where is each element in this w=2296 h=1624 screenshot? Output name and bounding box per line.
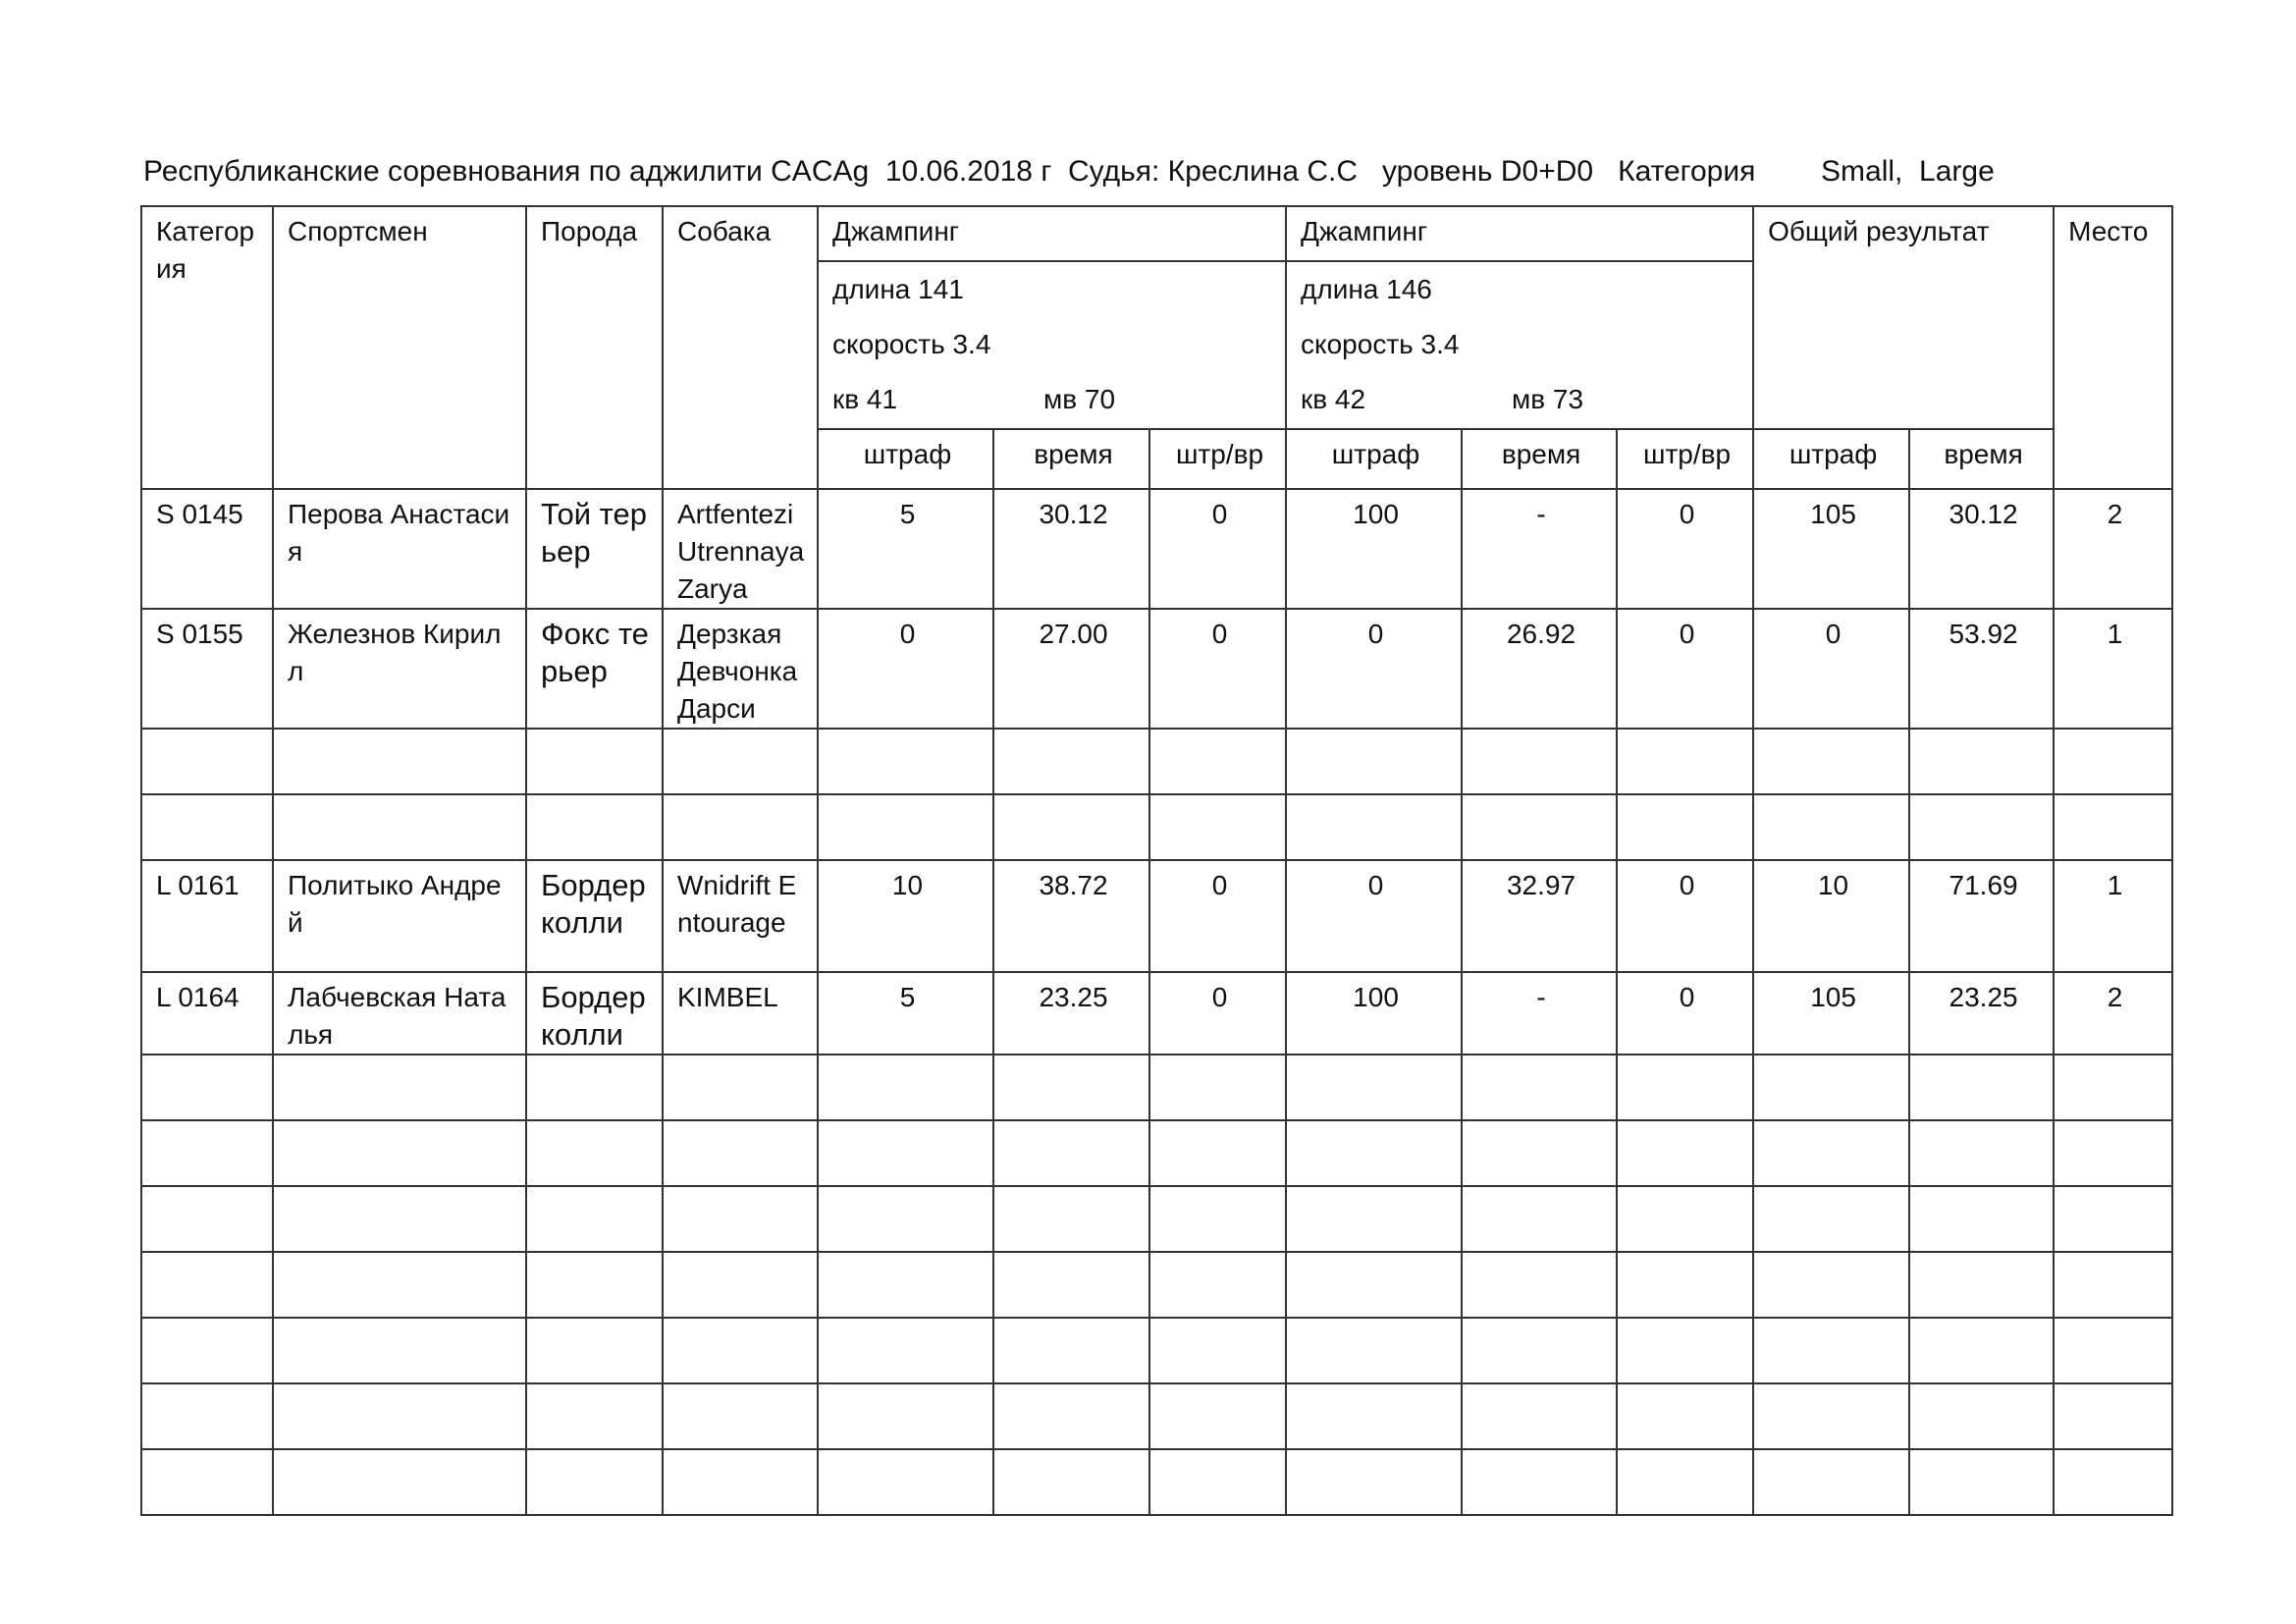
cell-breed: Фокс терьер: [526, 609, 663, 729]
table-row: [141, 489, 2172, 609]
run-1-length: длина 141: [832, 274, 964, 304]
run-2-time-header: время: [1462, 429, 1617, 489]
cell-dog: Artfentezi Utrennaya Zarya: [663, 489, 818, 609]
header-breed: Порода: [526, 206, 663, 489]
cell-total-time: 23.25: [1909, 972, 2054, 1055]
cell-breed: Той терьер: [526, 489, 663, 609]
cell-run-2-time: 26.92: [1462, 609, 1617, 729]
table-row: [141, 972, 2172, 1055]
page-title: Республиканские соревнования по аджилити CACAg 10.06.2018 г Судья: Креслина С.С уровень D0+D0 Категория Small, Large: [143, 155, 1995, 188]
cell-place: 1: [2054, 860, 2172, 972]
cell-total-time: 71.69: [1909, 860, 2054, 972]
empty-row: [141, 729, 2172, 794]
cell-run-2-penalty: 0: [1286, 860, 1462, 972]
run-1-speed: скорость 3.4: [832, 329, 991, 359]
header-total: Общий результат: [1753, 206, 2054, 429]
empty-row: [141, 1318, 2172, 1383]
header-dog: Собака: [663, 206, 818, 489]
cell-run-2-penalty: 0: [1286, 609, 1462, 729]
cell-run-1-time: 38.72: [993, 860, 1149, 972]
cell-run-1-pen-time: 0: [1149, 860, 1286, 972]
cell-athlete: Лабчевская Наталья: [273, 972, 526, 1055]
cell-category: L 0161: [141, 860, 273, 972]
header-run-2: Джампинг: [1286, 206, 1753, 261]
cell-athlete: Политыко Андрей: [273, 860, 526, 972]
cell-category: S 0145: [141, 489, 273, 609]
empty-row: [141, 1252, 2172, 1318]
table-row: [141, 609, 2172, 729]
run-1-time-header: время: [993, 429, 1149, 489]
run-1-pen-time-header: штр/вр: [1149, 429, 1286, 489]
cell-dog: Дерзкая Девчонка Дарси: [663, 609, 818, 729]
cell-athlete: Перова Анастасия: [273, 489, 526, 609]
cell-run-1-time: 23.25: [993, 972, 1149, 1055]
cell-category: L 0164: [141, 972, 273, 1055]
cell-total-penalty: 0: [1753, 609, 1909, 729]
cell-dog: Wnidrift Entourage: [663, 860, 818, 972]
empty-row: [141, 794, 2172, 860]
total-time-header: время: [1909, 429, 2054, 489]
run-2-limits: [1301, 372, 1742, 427]
cell-total-penalty: 10: [1753, 860, 1909, 972]
empty-row: [141, 1055, 2172, 1120]
cell-total-time: 30.12: [1909, 489, 2054, 609]
header-athlete: Спортсмен: [273, 206, 526, 489]
cell-place: 2: [2054, 972, 2172, 1055]
cell-athlete: Железнов Кирилл: [273, 609, 526, 729]
empty-row: [141, 1120, 2172, 1186]
run-1-params: [818, 261, 1286, 429]
run-1-limits: [832, 372, 1275, 427]
cell-run-1-penalty: 10: [818, 860, 993, 972]
cell-category: S 0155: [141, 609, 273, 729]
run-2-params: [1286, 261, 1753, 429]
table-row: [141, 860, 2172, 972]
cell-run-2-penalty: 100: [1286, 972, 1462, 1055]
cell-place: 1: [2054, 609, 2172, 729]
cell-breed: Бордер колли: [526, 972, 663, 1055]
run-2-kv: кв 42: [1301, 384, 1366, 414]
cell-place: 2: [2054, 489, 2172, 609]
cell-run-2-pen-time: 0: [1617, 860, 1753, 972]
cell-run-1-penalty: 5: [818, 972, 993, 1055]
header-place: Место: [2054, 206, 2172, 489]
cell-run-2-pen-time: 0: [1617, 972, 1753, 1055]
empty-row: [141, 1449, 2172, 1515]
cell-dog: KIMBEL: [663, 972, 818, 1055]
cell-run-2-penalty: 100: [1286, 489, 1462, 609]
run-2-pen-time-header: штр/вр: [1617, 429, 1753, 489]
run-2-length: длина 146: [1301, 274, 1432, 304]
cell-run-1-time: 30.12: [993, 489, 1149, 609]
total-penalty-header: штраф: [1753, 429, 1909, 489]
cell-run-1-pen-time: 0: [1149, 609, 1286, 729]
cell-breed: Бордер колли: [526, 860, 663, 972]
cell-run-1-penalty: 5: [818, 489, 993, 609]
cell-run-2-pen-time: 0: [1617, 609, 1753, 729]
cell-run-2-pen-time: 0: [1617, 489, 1753, 609]
header-run-1: Джампинг: [818, 206, 1286, 261]
cell-run-2-time: -: [1462, 972, 1617, 1055]
header-category: Категория: [141, 206, 273, 489]
cell-run-2-time: -: [1462, 489, 1617, 609]
run-1-mv: мв 70: [1043, 384, 1116, 414]
cell-run-1-pen-time: 0: [1149, 489, 1286, 609]
cell-total-penalty: 105: [1753, 489, 1909, 609]
cell-run-2-time: 32.97: [1462, 860, 1617, 972]
run-2-penalty-header: штраф: [1286, 429, 1462, 489]
run-2-speed: скорость 3.4: [1301, 329, 1460, 359]
empty-row: [141, 1186, 2172, 1252]
cell-total-time: 53.92: [1909, 609, 2054, 729]
cell-total-penalty: 105: [1753, 972, 1909, 1055]
results-table: [140, 205, 2173, 1516]
cell-run-1-pen-time: 0: [1149, 972, 1286, 1055]
run-2-mv: мв 73: [1512, 384, 1584, 414]
empty-row: [141, 1383, 2172, 1449]
cell-run-1-penalty: 0: [818, 609, 993, 729]
cell-run-1-time: 27.00: [993, 609, 1149, 729]
run-1-kv: кв 41: [832, 384, 898, 414]
run-1-penalty-header: штраф: [818, 429, 993, 489]
